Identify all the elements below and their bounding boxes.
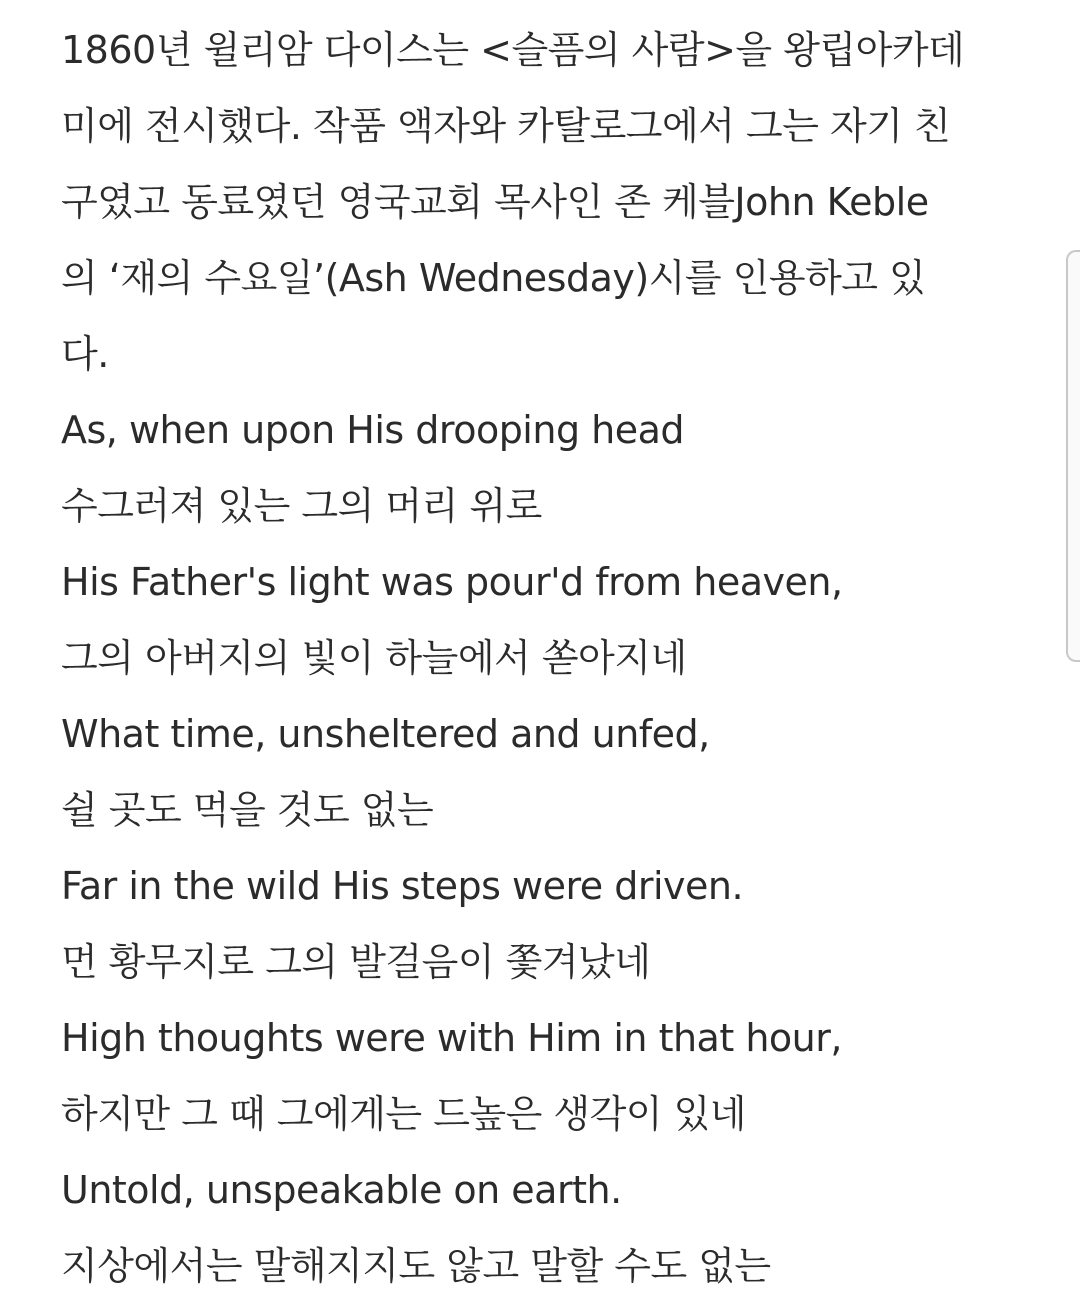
article-body (61, 12, 1021, 1304)
poem-line-english: Untold, unspeakable on earth. (61, 1168, 622, 1212)
poem-line-english: As, when upon His drooping head (61, 408, 685, 452)
poem-line-english: Far in the wild His steps were driven. (61, 864, 744, 908)
poem-line-korean: 그의 아버지의 빛이 하늘에서 쏟아지네 (61, 636, 687, 680)
poem-line-english: His Father's light was pour'd from heaven, (61, 560, 843, 604)
poem-line-korean: 쉴 곳도 먹을 것도 없는 (61, 788, 434, 832)
intro-line: 1860년 윌리암 다이스는 <슬픔의 사람>을 왕립아카데 (61, 28, 965, 72)
intro-paragraph (61, 12, 1021, 392)
poem-line-korean: 하지만 그 때 그에게는 드높은 생각이 있네 (61, 1092, 747, 1136)
poem-line-english: High thoughts were with Him in that hour, (61, 1016, 842, 1060)
poem-line-korean: 수그러져 있는 그의 머리 위로 (61, 484, 542, 528)
poem-quote (61, 392, 1021, 1304)
poem-line-korean: 먼 황무지로 그의 발걸음이 쫓겨났네 (61, 940, 651, 984)
intro-line: 구였고 동료였던 영국교회 목사인 존 케블John Keble (61, 180, 929, 224)
intro-line: 의 ‘재의 수요일’(Ash Wednesday)시를 인용하고 있 (61, 256, 926, 300)
poem-line-english: What time, unsheltered and unfed, (61, 712, 710, 756)
scrollbar-handle[interactable] (1066, 250, 1080, 662)
intro-line: 다. (61, 332, 109, 376)
poem-line-korean: 지상에서는 말해지지도 않고 말할 수도 없는 (61, 1244, 771, 1288)
intro-line: 미에 전시했다. 작품 액자와 카탈로그에서 그는 자기 친 (61, 104, 951, 148)
